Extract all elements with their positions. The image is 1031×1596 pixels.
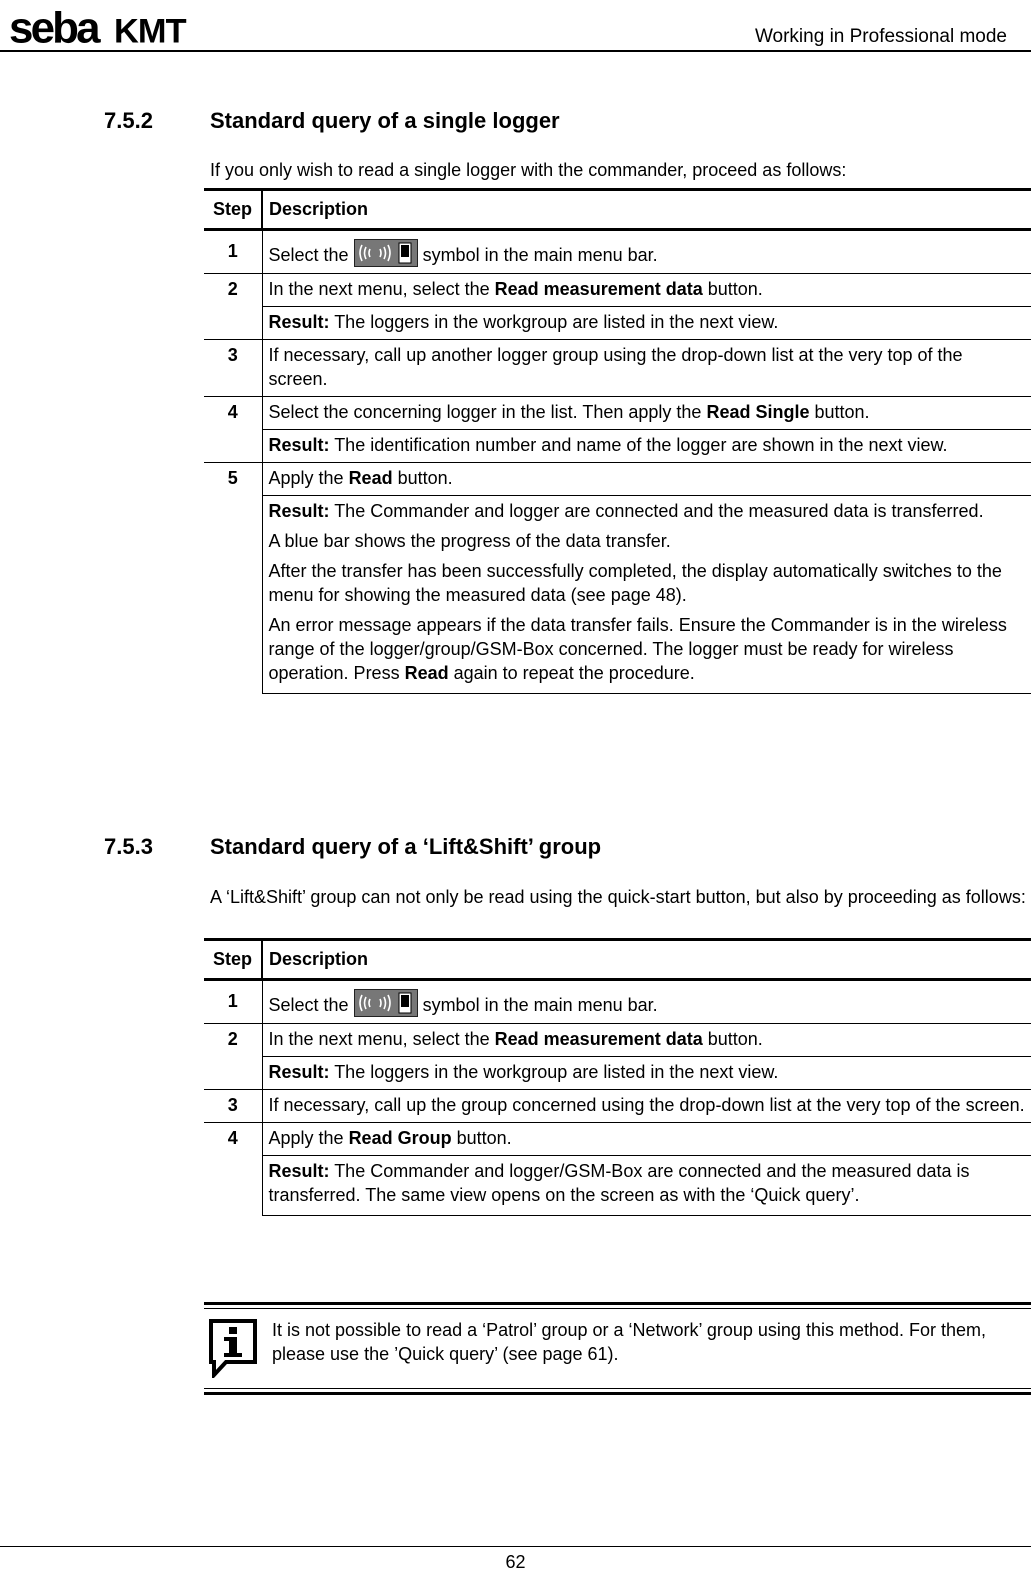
step-description: In the next menu, select the Read measurement data button. — [262, 274, 1031, 307]
table-row — [204, 980, 1031, 1024]
footer-divider — [0, 1546, 1031, 1547]
steps-table — [204, 938, 1031, 1216]
step-description: Apply the Read Group button. — [262, 1123, 1031, 1156]
step-number: 2 — [204, 274, 262, 340]
wireless-logger-icon — [354, 989, 418, 1017]
section-number: 7.5.2 — [104, 108, 153, 133]
step-description: If necessary, call up another logger group using the drop-down list at the very top of the screen. — [262, 340, 1031, 397]
table-row — [204, 496, 1031, 694]
info-box-top-rule — [204, 1302, 1031, 1309]
step-description: Select the concerning logger in the list. Then apply the Read Single button. — [262, 397, 1031, 430]
table-row — [204, 1024, 1031, 1057]
table-row — [204, 1156, 1031, 1216]
header-divider — [0, 50, 1031, 52]
step-number: 4 — [204, 1123, 262, 1216]
step-result: Result: The loggers in the workgroup are listed in the next view. — [262, 1057, 1031, 1090]
step-number: 3 — [204, 340, 262, 397]
section-intro: If you only wish to read a single logger with the commander, proceed as follows: — [210, 160, 847, 180]
table-row — [204, 463, 1031, 496]
section-intro: A ‘Lift&Shift’ group can not only be read using the quick-start button, but also by proceeding as follows: — [210, 887, 1026, 907]
sebakmt-logo — [4, 6, 226, 48]
section-title: Standard query of a ‘Lift&Shift’ group — [210, 834, 602, 859]
svg-text:KMT: KMT — [114, 12, 186, 48]
step-result: Result: The Commander and logger are connected and the measured data is transferred. A blue bar shows the progress of the data transfer. After the transfer has been successfully completed, the display automatically switches to the menu for showing the measured data (see page 48). An error message appears if the data transfer fails. Ensure the Commander is in the wireless range of the logger/group/GSM-Box concerned. The logger must be ready for wireless operation. Press Read again to repeat the procedure. — [262, 496, 1031, 694]
table-row — [204, 397, 1031, 430]
step-result: Result: The Commander and logger/GSM-Box are connected and the measured data is transferred. The same view opens on the screen as with the ‘Quick query’. — [262, 1156, 1031, 1216]
table-row — [204, 340, 1031, 397]
wireless-logger-icon — [354, 239, 418, 267]
step-number: 1 — [204, 980, 262, 1024]
step-description: Apply the Read button. — [262, 463, 1031, 496]
step-result: Result: The identification number and name of the logger are shown in the next view. — [262, 430, 1031, 463]
step-description: Select the symbol in the main menu bar. — [262, 980, 1031, 1024]
table-row — [204, 1090, 1031, 1123]
section-title: Standard query of a single logger — [210, 108, 560, 133]
column-header-step: Step — [204, 190, 262, 230]
info-icon — [208, 1318, 258, 1378]
column-header-description: Description — [262, 940, 1031, 980]
step-description: In the next menu, select the Read measurement data button. — [262, 1024, 1031, 1057]
step-number: 2 — [204, 1024, 262, 1090]
column-header-step: Step — [204, 940, 262, 980]
info-note-text: It is not possible to read a ‘Patrol’ group or a ‘Network’ group using this method. For them, please use the ’Quick query’ (see page 61). — [272, 1320, 987, 1364]
info-box-bottom-rule — [204, 1388, 1031, 1395]
section-number: 7.5.3 — [104, 834, 153, 859]
table-row — [204, 1057, 1031, 1090]
header-title: Working in Professional mode — [754, 26, 1007, 47]
page-number: 62 — [505, 1552, 526, 1572]
step-description: Select the symbol in the main menu bar. — [262, 230, 1031, 274]
table-row — [204, 230, 1031, 274]
step-number: 5 — [204, 463, 262, 694]
table-row — [204, 430, 1031, 463]
table-row — [204, 274, 1031, 307]
step-result: Result: The loggers in the workgroup are listed in the next view. — [262, 307, 1031, 340]
step-number: 1 — [204, 230, 262, 274]
step-number: 4 — [204, 397, 262, 463]
table-row — [204, 307, 1031, 340]
table-row — [204, 1123, 1031, 1156]
steps-table — [204, 188, 1031, 694]
column-header-description: Description — [262, 190, 1031, 230]
svg-text:seba: seba — [9, 6, 98, 48]
step-description: If necessary, call up the group concerned using the drop-down list at the very top of the screen. — [262, 1090, 1031, 1123]
step-number: 3 — [204, 1090, 262, 1123]
